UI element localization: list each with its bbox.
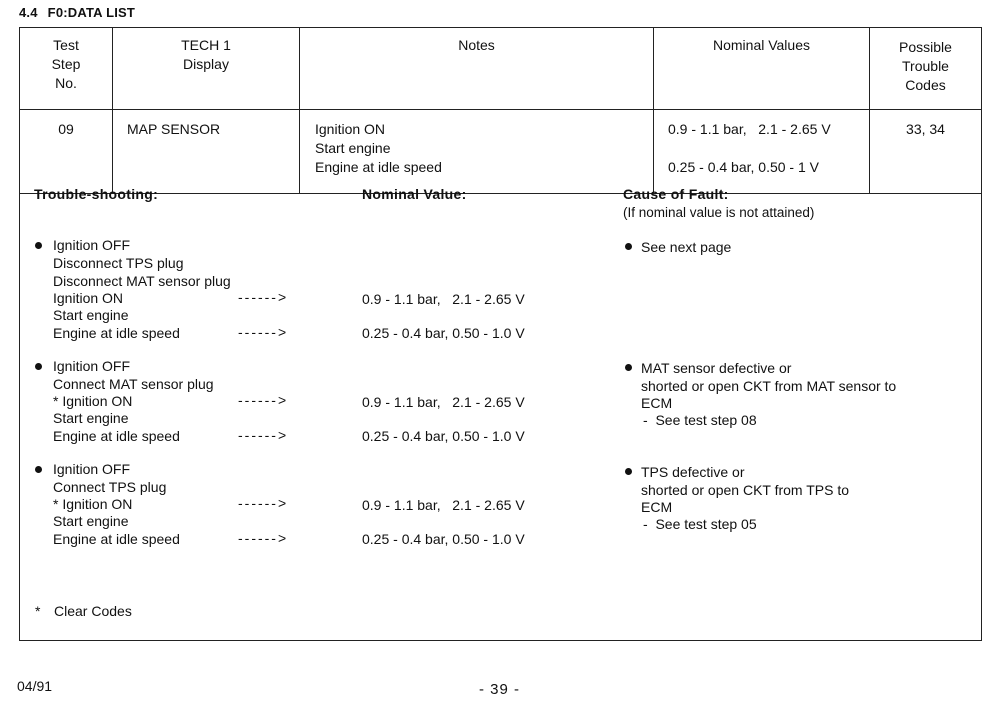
step-line: Start engine bbox=[53, 513, 129, 529]
header-trouble-codes bbox=[870, 28, 982, 110]
header-line: Codes bbox=[905, 77, 946, 93]
nominal-value: 0.25 - 0.4 bar, 0.50 - 1.0 V bbox=[362, 531, 525, 547]
cell-display: MAP SENSOR bbox=[113, 110, 300, 194]
step-line: Connect MAT sensor plug bbox=[53, 376, 214, 392]
note-line: Start engine bbox=[315, 140, 391, 156]
step-line: Connect TPS plug bbox=[53, 479, 167, 495]
nominal-value: 0.25 - 0.4 bar, 0.50 - 1 V bbox=[668, 159, 819, 175]
nominal-value: 0.9 - 1.1 bar, 2.1 - 2.65 V bbox=[362, 291, 525, 307]
step-line: Start engine bbox=[53, 410, 129, 426]
header-notes bbox=[300, 28, 654, 110]
bullet-icon bbox=[35, 466, 42, 473]
bullet-icon bbox=[625, 243, 632, 250]
nominal-value-header: Nominal Value: bbox=[362, 186, 467, 202]
header-tech1-display bbox=[113, 28, 300, 110]
step-line: * Ignition ON bbox=[53, 393, 133, 409]
troubleshooting-header: Trouble-shooting: bbox=[34, 186, 159, 202]
note-line: Ignition ON bbox=[315, 121, 386, 137]
header-line: Nominal Values bbox=[712, 37, 810, 53]
cause-line: ECM bbox=[641, 499, 673, 515]
bullet-icon bbox=[35, 363, 42, 370]
header-line: Test bbox=[53, 37, 79, 53]
arrow-indicator: ------> bbox=[238, 495, 289, 511]
nominal-value: 0.25 - 0.4 bar, 0.50 - 1.0 V bbox=[362, 325, 525, 341]
nominal-value: 0.25 - 0.4 bar, 0.50 - 1.0 V bbox=[362, 428, 525, 444]
header-test-step bbox=[20, 28, 113, 110]
header-line: Trouble bbox=[902, 58, 949, 74]
table-header-row bbox=[20, 28, 982, 110]
step-line: Ignition OFF bbox=[53, 237, 131, 253]
nominal-value: 0.9 - 1.1 bar, 2.1 - 2.65 V bbox=[362, 394, 525, 410]
cause-line: MAT sensor defective or bbox=[641, 360, 792, 376]
arrow-indicator: ------> bbox=[238, 324, 289, 340]
cause-line: - See test step 08 bbox=[643, 412, 757, 428]
troubleshooting-box bbox=[19, 177, 982, 641]
section-number: 4.4 bbox=[19, 5, 38, 20]
cell-step: 09 bbox=[20, 110, 113, 194]
arrow-indicator: ------> bbox=[238, 392, 289, 408]
step-line: Ignition OFF bbox=[53, 461, 131, 477]
cause-line: shorted or open CKT from MAT sensor to bbox=[641, 378, 897, 394]
cause-line: ECM bbox=[641, 395, 673, 411]
step-line: Disconnect TPS plug bbox=[53, 255, 184, 271]
section-title bbox=[19, 5, 135, 20]
cause-line: TPS defective or bbox=[641, 464, 745, 480]
arrow-indicator: ------> bbox=[238, 427, 289, 443]
step-line: Ignition ON bbox=[53, 290, 124, 306]
step-line: Start engine bbox=[53, 307, 129, 323]
step-line: Engine at idle speed bbox=[53, 325, 180, 341]
cause-subheader: (If nominal value is not attained) bbox=[623, 205, 815, 220]
step-line: Ignition OFF bbox=[53, 358, 131, 374]
bullet-icon bbox=[625, 364, 632, 371]
note-line: Engine at idle speed bbox=[315, 159, 442, 175]
header-line: Notes bbox=[458, 37, 495, 53]
cause-header: Cause of Fault: bbox=[623, 186, 729, 202]
nominal-value: 0.9 - 1.1 bar, 2.1 - 2.65 V bbox=[668, 121, 831, 137]
arrow-indicator: ------> bbox=[238, 289, 289, 305]
cause-line: - See test step 05 bbox=[643, 516, 757, 532]
data-list-table bbox=[19, 27, 982, 194]
step-line: * Ignition ON bbox=[53, 496, 133, 512]
step-line: Engine at idle speed bbox=[53, 428, 180, 444]
cause-line: See next page bbox=[641, 239, 732, 255]
header-line: Display bbox=[183, 56, 229, 72]
cell-codes: 33, 34 bbox=[870, 110, 982, 194]
footnote-mark: * bbox=[35, 603, 41, 619]
step-line: Disconnect MAT sensor plug bbox=[53, 273, 231, 289]
header-line: No. bbox=[55, 75, 77, 91]
section-name: F0:DATA LIST bbox=[47, 5, 136, 20]
footer-date: 04/91 bbox=[17, 678, 53, 694]
page-number: - 39 - bbox=[479, 681, 521, 698]
bullet-icon bbox=[35, 242, 42, 249]
footnote-text: Clear Codes bbox=[54, 603, 132, 619]
header-nominal-values bbox=[654, 28, 870, 110]
arrow-indicator: ------> bbox=[238, 530, 289, 546]
bullet-icon bbox=[625, 468, 632, 475]
cause-line: shorted or open CKT from TPS to bbox=[641, 482, 850, 498]
nominal-value: 0.9 - 1.1 bar, 2.1 - 2.65 V bbox=[362, 497, 525, 513]
header-line: TECH 1 bbox=[181, 37, 231, 53]
header-line: Step bbox=[51, 56, 81, 72]
header-line: Possible bbox=[899, 39, 952, 55]
step-line: Engine at idle speed bbox=[53, 531, 180, 547]
